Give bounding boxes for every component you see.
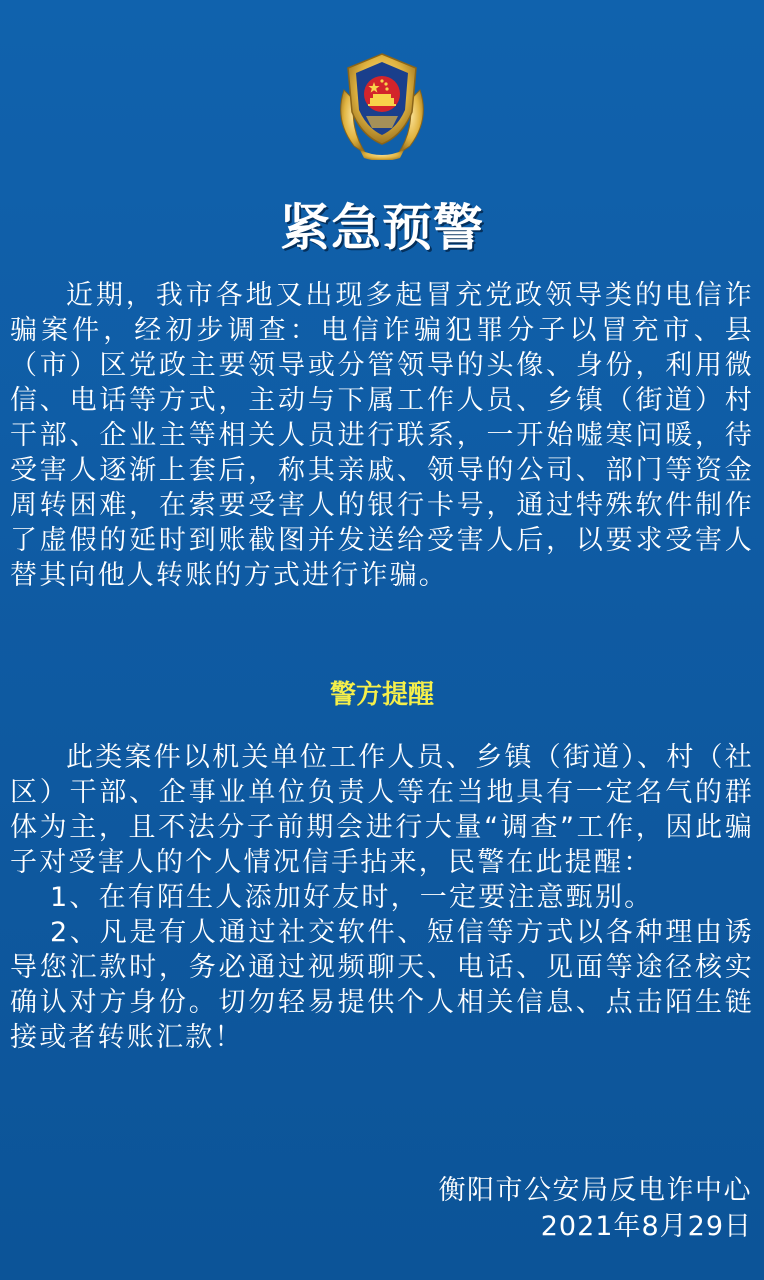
- tip-item-1: 1、在有陌生人添加好友时，一定要注意甄别。: [50, 882, 654, 913]
- case-description: 近期，我市各地又出现多起冒充党政领导类的电信诈骗案件，经初步调查：电信诈骗犯罪分子以冒充市、县（市）区党政主要领导或分管领导的头像、身份，利用微信、电话等方式，主动与下属工作人员、乡镇（街道）村干部、企业主等相关人员进行联系，一开始嘘寒问暖，待受害人逐渐上套后，称其亲戚、领导的公司、部门等资金周转困难，在索要受害人的银行卡号，通过特殊软件制作了虚假的延时到账截图并发送给受害人后，以要求受害人替其向他人转账的方式进行诈骗。: [10, 280, 754, 591]
- section-subtitle: 警方提醒: [329, 680, 434, 710]
- police-reminder: [10, 740, 754, 1055]
- tip-item-2: 2、凡是有人通过社交软件、短信等方式以各种理由诱导您汇款时，务必通过视频聊天、电话、见面等途径核实确认对方身份。切勿轻易提供个人相关信息、点击陌生链接或者转账汇款！: [10, 917, 754, 1053]
- page-title: 紧急预警: [280, 199, 484, 257]
- reminder-intro: 此类案件以机关单位工作人员、乡镇（街道）、村（社区）干部、企事业单位负责人等在当地具有一定名气的群体为主，且不法分子前期会进行大量“调查”工作，因此骗子对受害人的个人情况信手拈来，民警在此提醒：: [10, 742, 754, 878]
- footer-date: 2021年8月29日: [540, 1211, 752, 1242]
- police-emblem-icon: [330, 50, 434, 160]
- footer-org: 衡阳市公安局反电诈中心: [438, 1175, 752, 1206]
